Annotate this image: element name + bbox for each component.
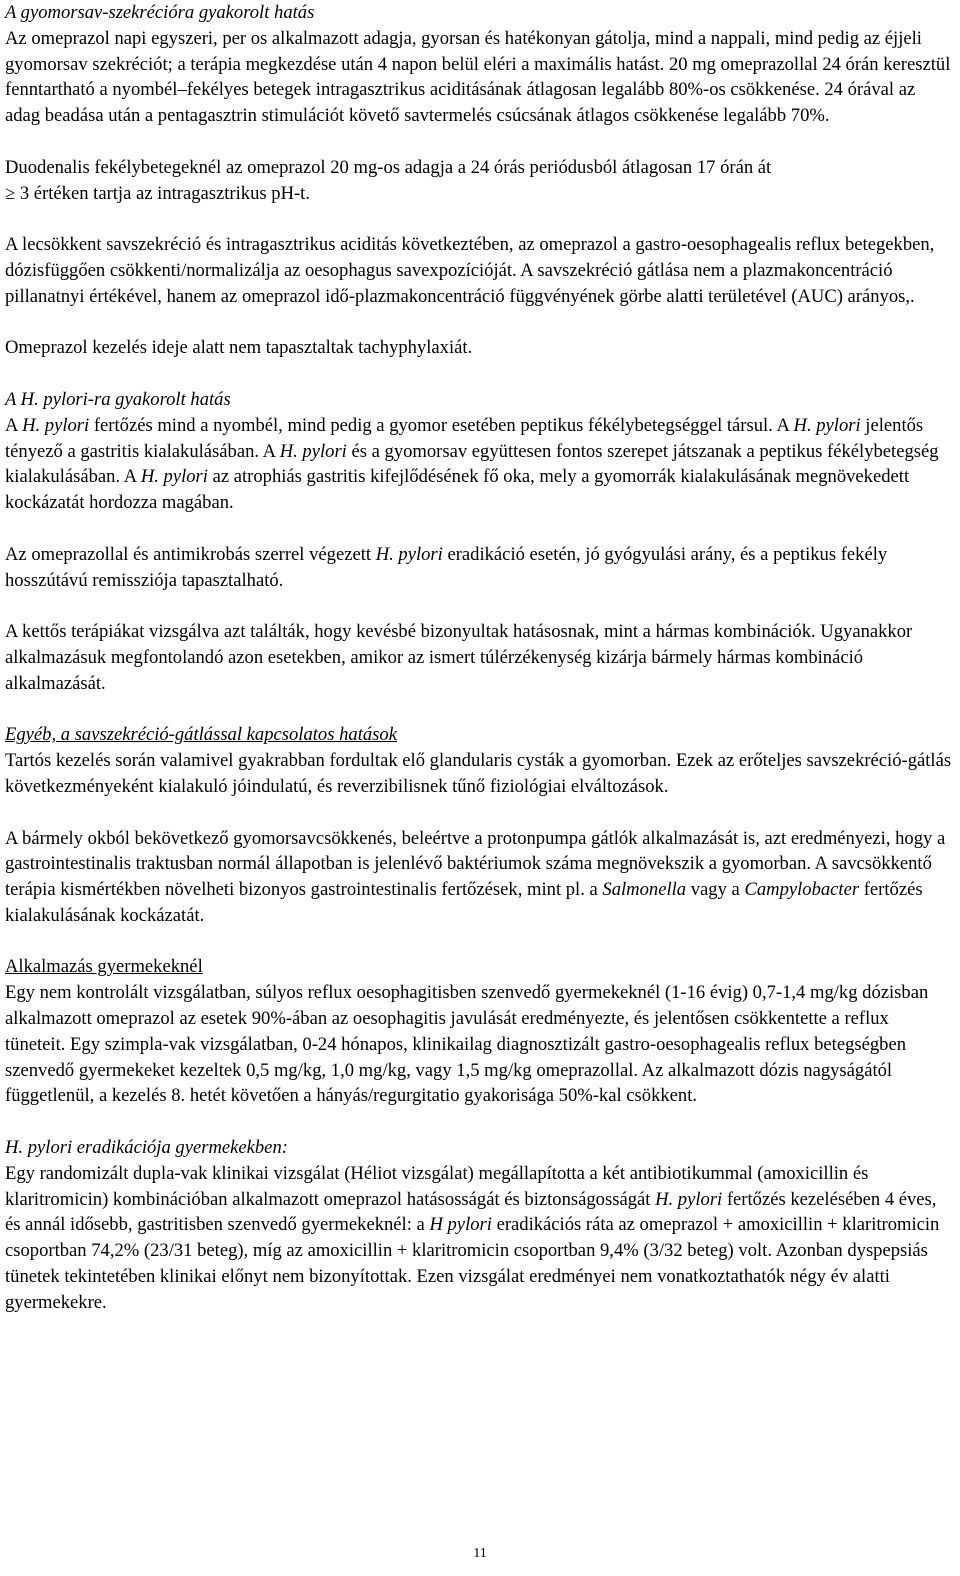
- section-heading-pediatric-eradication: H. pylori eradikációja gyermekekben:: [5, 1137, 288, 1159]
- section-heading-other-effects: Egyéb, a savszekréció-gátlással kapcsolatos hatások: [5, 724, 397, 746]
- section-heading-h-pylori-effect: A H. pylori-ra gyakorolt hatás: [5, 388, 231, 410]
- paragraph: Egy nem kontrolált vizsgálatban, súlyos reflux oesophagitisben szenvedő gyermekeknél (1-16 évig) 0,7-1,4 mg/kg dózisban alkalmazott omeprazol az esetek 90%-ában az oesophagitis javulását eredményezte, és jelentősen csökkentette a reflux tüneteit. Egy szimpla-vak vizsgálatban, 0-24 hónapos, klinikailag diagnosztizált gastro-oesophagealis reflux betegségben szenvedő gyermekeket kezeltek 0,5 mg/kg, 1,0 mg/kg, vagy 1,5 mg/kg omeprazollal. Az alkalmazott dózis nagyságától függetlenül, a kezelés 8. hetét követően a hányás/regurgitatio gyakorisága 50%-kal csökkent.: [5, 982, 929, 1107]
- paragraph: Az omeprazol napi egyszeri, per os alkalmazott adagja, gyorsan és hatékonyan gátolja, mind a nappali, mind pedig az éjjeli gyomorsav szekréciót; a terápia megkezdése után 4 napon belül eléri a maximális hatást. 20 mg omeprazollal 24 órán keresztül fenntartható a nyombél–fekélyes betegek intragasztrikus aciditásának átlagosan legalább 80%-os csökkenése. 24 órával az adag beadása után a pentagasztrin stimulációt követő savtermelés csúcsának átlagos csökkenése legalább 70%.: [5, 27, 951, 127]
- section-heading-acid-secretion: A gyomorsav-szekrécióra gyakorolt hatás: [5, 2, 315, 23]
- paragraph: Az omeprazollal és antimikrobás szerrel végezett H. pylori eradikáció esetén, jó gyógyulási arány, és a peptikus fekély hosszútávú remissziója tapasztalható.: [5, 543, 888, 591]
- paragraph-line: Duodenalis fekélybetegeknél az omeprazol 20 mg-os adagja a 24 órás periódusból átlagosan 17 órán át: [5, 156, 772, 178]
- paragraph: A kettős terápiákat vizsgálva azt találták, hogy kevésbé bizonyultak hatásosnak, mint a hármas kombinációk. Ugyanakkor alkalmazásuk megfontolandó azon esetekben, amikor az ismert túlérzékenység kizárja bármely hármas kombináció alkalmazását.: [5, 621, 913, 694]
- paragraph: Egy randomizált dupla-vak klinikai vizsgálat (Héliot vizsgálat) megállapította a két antibiotikummal (amoxicillin és klaritromicin) kombinációban alkalmazott omeprazol hatásosságát és biztonságosságát H. pylori fertőzés kezelésében 4 éves, és annál idősebb, gastritisben szenvedő gyermekeknél: a H pylori eradikációs ráta az omeprazol + amoxicillin + klaritromicin csoportban 74,2% (23/31 beteg), míg az amoxicillin + klaritromicin csoportban 9,4% (3/32 beteg) volt. Azonban dyspepsiás tünetek tekintetében klinikai előnyt nem bizonyítottak. Ezen vizsgálat eredményei nem vonatkoztathatók négy év alatti gyermekekre.: [5, 1162, 940, 1313]
- species-name: H. pylori: [375, 543, 443, 565]
- section-heading-pediatric-use: Alkalmazás gyermekeknél: [5, 956, 203, 978]
- paragraph: [5, 155, 953, 207]
- document-page: [5, 0, 953, 1316]
- page-number: 11: [473, 1546, 487, 1561]
- paragraph: A lecsökkent savszekréció és intragasztrikus aciditás következtében, az omeprazol a gastro-oesophagealis reflux betegekben, dózisfüggően csökkenti/normalizálja az oesophagus savexpozícióját. A savszekréció gátlása nem a plazmakoncentráció pillanatnyi értékével, hanem az omeprazol idő-plazmakoncentráció függvényének görbe alatti területével (AUC) arányos,.: [5, 234, 935, 307]
- species-name: Salmonella: [602, 879, 687, 901]
- species-name: H. pylori: [793, 414, 861, 436]
- species-name: H. pylori: [279, 440, 347, 462]
- paragraph: Tartós kezelés során valamivel gyakrabban fordultak elő glandularis cysták a gyomorban. Ezek az erőteljes savszekréció-gátlás következményeként kialakuló jóindulatú, és reverzibilisnek tűnő fiziológiai elváltozások.: [5, 750, 952, 797]
- species-name: H pylori: [429, 1214, 492, 1236]
- species-name: H. pylori: [140, 466, 208, 488]
- paragraph: A H. pylori fertőzés mind a nyombél, mind pedig a gyomor esetében peptikus fékélybetegséggel társul. A H. pylori jelentős tényező a gastritis kialakulásában. A H. pylori és a gyomorsav együttesen fontos szerepet játszanak a peptikus fékélybetegség kialakulásában. A H. pylori az atrophiás gastritis kifejlődésének fő oka, mely a gyomorrák kialakulásának megnövekedett kockázatát hordozza magában.: [5, 414, 939, 514]
- paragraph: Omeprazol kezelés ideje alatt nem tapasztaltak tachyphylaxiát.: [5, 337, 473, 359]
- paragraph-line: ≥ 3 értéken tartja az intragasztrikus pH-t.: [5, 182, 310, 204]
- species-name: H. pylori: [22, 414, 90, 436]
- species-name: Campylobacter: [744, 879, 860, 901]
- species-name: H. pylori: [655, 1188, 723, 1210]
- paragraph: A bármely okból bekövetkező gyomorsavcsökkenés, beleértve a protonpumpa gátlók alkalmazását is, azt eredményezi, hogy a gastrointestinalis traktusban normál állapotban is jelenlévő baktériumok száma megnövekszik a gyomorban. A savcsökkentő terápia kismértékben növelheti bizonyos gastrointestinalis fertőzések, mint pl. a Salmonella vagy a Campylobacter fertőzés kialakulásának kockázatát.: [5, 827, 946, 926]
